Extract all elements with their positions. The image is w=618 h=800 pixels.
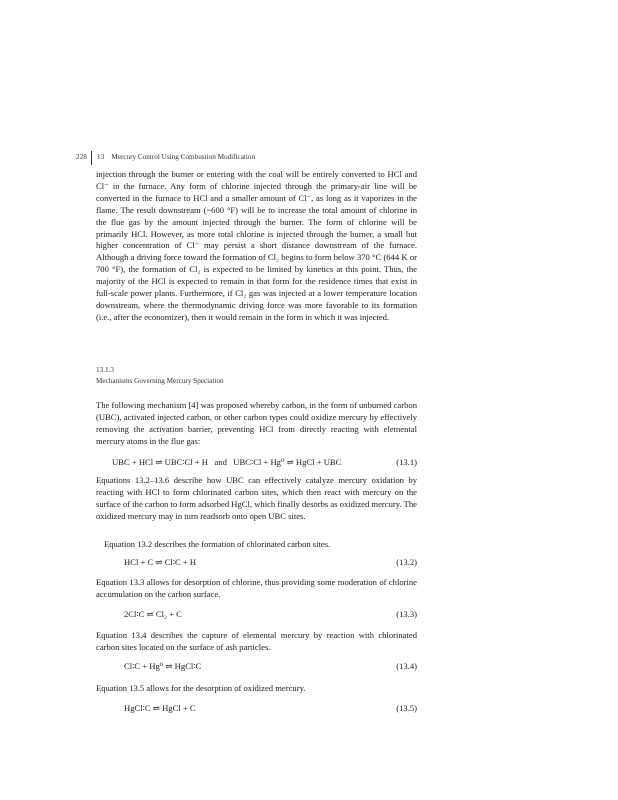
intro-paragraph: injection through the burner or entering with the coal will be entirely converted to HCl and Cl⁻ in the furnace. Any form of chlorine injected through the primary-air line will be converted in the furnace to HCl and a smaller amount of Cl⁻, as long as it vaporizes in the flame. The result downstream (~600 °F) will be to increase the total amount of chlorine in the flue gas by the amount injected through the burner. The form of chlorine will be primarily HCl. However, as more total chlorine is injected through the burner, a small but higher concentration of Cl⁻ may persist a short distance downstream of the furnace. Although a driving force toward the formation of Cl₂ begins to form below 370 °C (644 K or 700 °F), the formation of Cl₂ is expected to be limited by kinetics at this point. Thus, the majority of the HCl is expected to remain in that form for the residence times that exist in full-scale power plants. Furthermore, if Cl₂ gas was injected at a lower temperature location downstream, where the thermodynamic driving force was more favorable to its formation (i.e., after the economizer), then it would remain in the form in which it was injected. — [96, 169, 417, 322]
equation-number: (13.1) — [396, 457, 417, 467]
section-number: 13.1.3 — [96, 366, 114, 374]
page-number: 228 — [76, 153, 87, 161]
eq4-intro-paragraph: Equation 13.4 describes the capture of elemental mercury by reaction with chlorinated carbon sites located on the surface of ash particles. — [96, 630, 417, 652]
equation-13-5 — [96, 702, 417, 714]
eq3-intro-paragraph: Equation 13.3 allows for desorption of chlorine, thus providing some moderation of chlorine accumulation on the carbon surface. — [96, 577, 417, 599]
page-header — [0, 151, 618, 165]
equation-number: (13.4) — [396, 661, 417, 671]
equation-expression: HgCl∶C ⇌ HgCl + C — [124, 703, 196, 713]
equation-13-2 — [96, 556, 417, 568]
description-paragraph: Equations 13.2–13.6 describe how UBC can effectively catalyze mercury oxidation by reacting with HCl to form chlorinated carbon sites, which then react with mercury on the surface of the carbon to form adsorbed HgCl, which finally desorbs as oxidized mercury. The oxidized mercury may in turn readsorb onto open UBC sites. — [96, 475, 417, 521]
mechanism-paragraph: The following mechanism [4] was proposed whereby carbon, in the form of unburned carbon (UBC), activated injected carbon, or other carbon types could oxidize mercury by effectively removing the activation barrier, preventing HCl from directly reacting with elemental mercury atoms in the flue gas: — [96, 400, 417, 446]
equation-expression: HCl + C ⇌ Cl∶C + H — [124, 557, 197, 567]
eq2-intro-line: Equation 13.2 describes the formation of chlorinated carbon sites. — [104, 539, 331, 549]
equation-expression: 2Cl∶C ⇌ Cl₂ + C — [124, 609, 182, 619]
equation-expression: Cl∶C + Hg⁰ ⇌ HgCl∶C — [124, 661, 202, 671]
equation-13-4 — [96, 660, 417, 672]
equation-13-3 — [96, 608, 417, 620]
eq5-intro-line: Equation 13.5 allows for the desorption of oxidized mercury. — [96, 683, 306, 693]
running-title: 13 Mercury Control Using Combustion Modification — [97, 153, 256, 161]
equation-expression: UBC + HCl ⇌ UBC∶Cl + H and UBC∶Cl + Hg⁰ ⇌ HgCl + UBC — [112, 457, 342, 467]
equation-number: (13.3) — [396, 609, 417, 619]
equation-13-1 — [96, 456, 417, 468]
equation-number: (13.5) — [396, 703, 417, 713]
section-heading — [96, 365, 417, 387]
section-title: Mechanisms Governing Mercury Speciation — [96, 377, 224, 385]
equation-number: (13.2) — [396, 557, 417, 567]
header-divider — [91, 151, 92, 165]
